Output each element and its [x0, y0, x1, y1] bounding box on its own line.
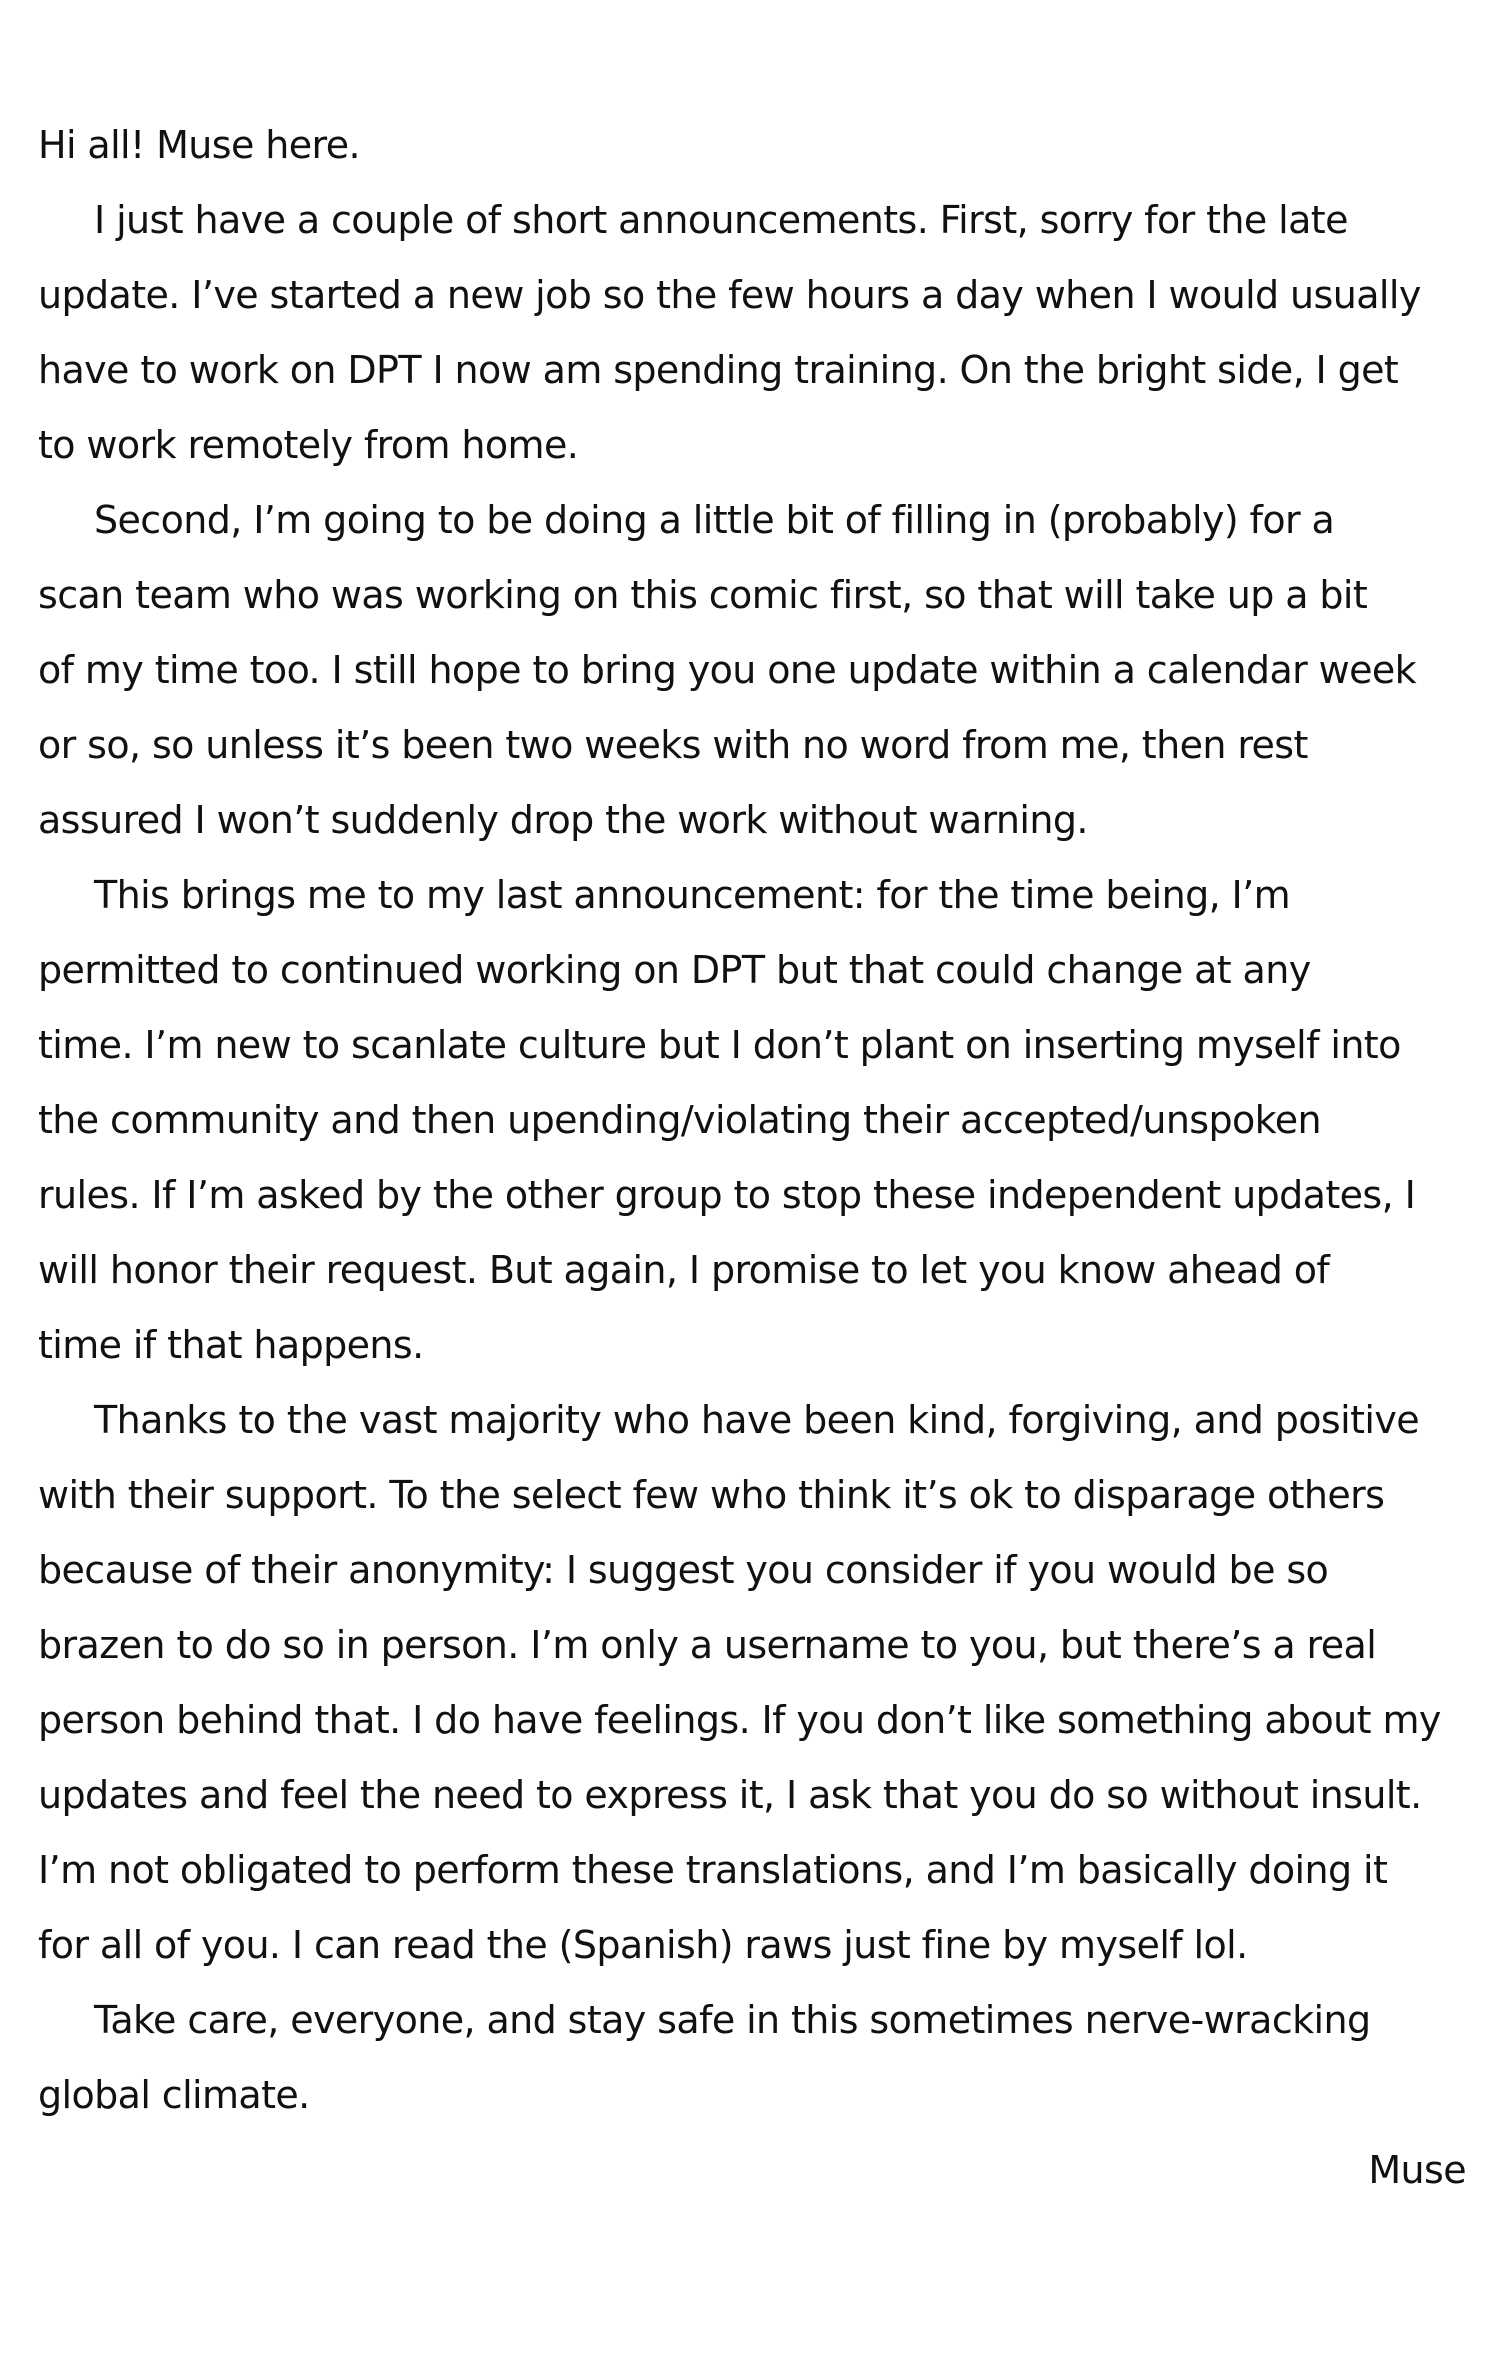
- greeting-line: Hi all! Muse here.: [38, 123, 360, 167]
- paragraph-2-line-4: or so, so unless it’s been two weeks with no word from me, then rest: [38, 723, 1308, 767]
- paragraph-4-line-7: I’m not obligated to perform these translations, and I’m basically doing it: [38, 1848, 1388, 1892]
- paragraph-3-line-6: will honor their request. But again, I promise to let you know ahead of: [38, 1248, 1330, 1292]
- paragraph-4-line-1: Thanks to the vast majority who have been kind, forgiving, and positive: [94, 1398, 1419, 1442]
- paragraph-3-line-2: permitted to continued working on DPT but that could change at any: [38, 948, 1311, 992]
- paragraph-4-line-3: because of their anonymity: I suggest you consider if you would be so: [38, 1548, 1329, 1592]
- paragraph-3-line-3: time. I’m new to scanlate culture but I don’t plant on inserting myself into: [38, 1023, 1401, 1067]
- paragraph-4-line-2: with their support. To the select few who think it’s ok to disparage others: [38, 1473, 1385, 1517]
- paragraph-3-line-1: This brings me to my last announcement: for the time being, I’m: [94, 873, 1291, 917]
- letter-body: [38, 108, 1470, 2133]
- paragraph-2-line-5: assured I won’t suddenly drop the work without warning.: [38, 798, 1088, 842]
- paragraph-2-line-1: Second, I’m going to be doing a little bit of filling in (probably) for a: [94, 498, 1335, 542]
- paragraph-5-line-1: Take care, everyone, and stay safe in this sometimes nerve-wracking: [94, 1998, 1371, 2042]
- paragraph-3-line-4: the community and then upending/violating their accepted/unspoken: [38, 1098, 1321, 1142]
- paragraph-5-line-2: global climate.: [38, 2073, 310, 2117]
- signature: Muse: [1368, 2148, 1466, 2192]
- paragraph-3-line-7: time if that happens.: [38, 1323, 424, 1367]
- paragraph-4-line-5: person behind that. I do have feelings. If you don’t like something about my: [38, 1698, 1441, 1742]
- paragraph-3-line-5: rules. If I’m asked by the other group to stop these independent updates, I: [38, 1173, 1416, 1217]
- paragraph-4-line-4: brazen to do so in person. I’m only a username to you, but there’s a real: [38, 1623, 1377, 1667]
- paragraph-1-line-2: update. I’ve started a new job so the few hours a day when I would usually: [38, 273, 1421, 317]
- paragraph-1-line-3: have to work on DPT I now am spending training. On the bright side, I get: [38, 348, 1399, 392]
- paragraph-2-line-2: scan team who was working on this comic first, so that will take up a bit: [38, 573, 1368, 617]
- paragraph-4-line-6: updates and feel the need to express it, I ask that you do so without insult.: [38, 1773, 1422, 1817]
- paragraph-1-line-1: I just have a couple of short announcements. First, sorry for the late: [94, 198, 1348, 242]
- paragraph-1-line-4: to work remotely from home.: [38, 423, 579, 467]
- paragraph-2-line-3: of my time too. I still hope to bring you one update within a calendar week: [38, 648, 1417, 692]
- paragraph-4-line-8: for all of you. I can read the (Spanish) raws just fine by myself lol.: [38, 1923, 1248, 1967]
